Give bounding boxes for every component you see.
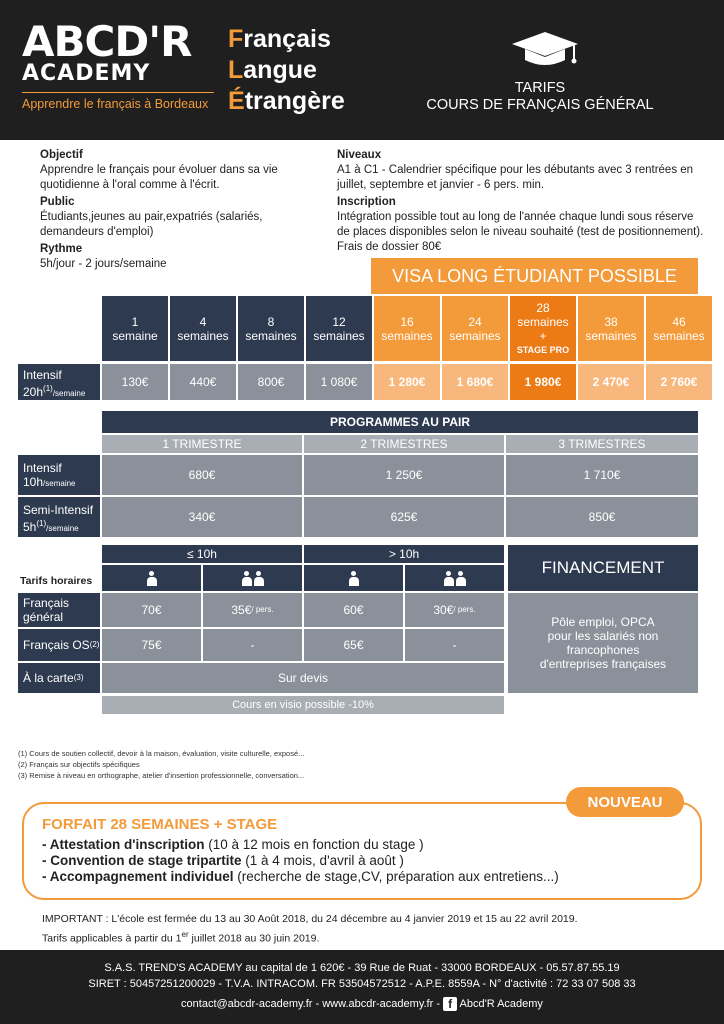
- fle-line-3: Étrangère: [228, 87, 345, 115]
- weeks-number: 16: [400, 314, 414, 329]
- aupair-term-3: 3 TRIMESTRES: [506, 435, 698, 453]
- tarifs-title: TARIFS COURS DE FRANÇAIS GÉNÉRAL: [426, 80, 654, 113]
- objectif-text: Apprendre le français pour évoluer dans sa vie quotidienne à l'oral comme à l'écrit.: [40, 164, 278, 191]
- two-persons-icon: [203, 565, 302, 591]
- intensif-col-header: [374, 296, 440, 361]
- weeks-unit: semaines: [517, 314, 569, 329]
- fle-line-2: Langue: [228, 56, 317, 84]
- forfait-item: - Accompagnement individuel (recherche de stage,CV, préparation aux entretiens...): [42, 869, 559, 884]
- footer: [0, 950, 724, 1024]
- visa-banner: VISA LONG ÉTUDIANT POSSIBLE: [371, 258, 698, 294]
- forfait-list: [42, 837, 682, 885]
- info-right: [337, 146, 707, 257]
- hourly-price: 30€ / pers.: [405, 593, 504, 627]
- aupair-price: 340€: [102, 497, 302, 537]
- footnote: (2) Français sur objectifs spécifiques: [18, 760, 140, 769]
- tarifs-horaires-title: Tarifs horaires: [20, 575, 93, 587]
- intensif-price: 2 760€: [646, 364, 712, 400]
- footnotes: [18, 748, 304, 781]
- fle-line-1: Français: [228, 25, 331, 53]
- public-title: Public: [40, 196, 75, 208]
- footer-line-2: SIRET : 50457251200029 - T.V.A. INTRACOM. FR 53504572512 - A.P.E. 8559A - N° d'activité : 72 33 07 508 33: [88, 978, 636, 990]
- weeks-number: 12: [332, 314, 346, 329]
- weeks-number: 46: [672, 314, 686, 329]
- aupair-price: 1 250€: [304, 455, 504, 495]
- forfait-title: FORFAIT 28 SEMAINES + STAGE: [42, 816, 278, 833]
- hourly-price: 65€: [304, 629, 403, 661]
- hourly-price: -: [405, 629, 504, 661]
- two-persons-icon: [405, 565, 504, 591]
- weeks-unit: semaine: [112, 328, 158, 343]
- gt-10h-header: > 10h: [304, 545, 504, 563]
- footer-line-1: S.A.S. TREND'S ACADEMY au capital de 1 620€ - 39 Rue de Ruat - 33000 BORDEAUX - 05.57.87.55.19: [104, 962, 620, 974]
- hourly-price: -: [203, 629, 302, 661]
- single-person-icon: [102, 565, 201, 591]
- sur-devis: Sur devis: [102, 663, 504, 693]
- footer-line-3: [0, 996, 724, 1012]
- intensif-price: 1 080€: [306, 364, 372, 400]
- weeks-unit: semaines: [449, 328, 501, 343]
- stage-pro-label: STAGE PRO: [516, 344, 570, 355]
- hourly-price: 70€: [102, 593, 201, 627]
- forfait-item: - Attestation d'inscription (10 à 12 mois en fonction du stage ): [42, 837, 424, 852]
- facebook-label[interactable]: Abcd'R Academy: [459, 998, 543, 1010]
- intensif-price: 440€: [170, 364, 236, 400]
- intensif-price: 130€: [102, 364, 168, 400]
- aupair-row-label-2: Semi-Intensif $5h^{(1)}$/semaine: [18, 497, 100, 537]
- intensif-col-header: [578, 296, 644, 361]
- visio-note: Cours en visio possible -10%: [102, 696, 504, 714]
- carte-row-label: À la carte (3): [18, 663, 100, 693]
- intensif-col-header: [646, 296, 712, 361]
- logo-tagline: Apprendre le français à Bordeaux: [22, 92, 214, 111]
- inscription-title: Inscription: [337, 196, 396, 208]
- aupair-price: 1 710€: [506, 455, 698, 495]
- weeks-number: 4: [199, 314, 207, 329]
- logo-top: ABCD'R: [22, 17, 192, 66]
- niveaux-title: Niveaux: [337, 149, 382, 161]
- aupair-price: 625€: [304, 497, 504, 537]
- single-person-icon: [304, 565, 403, 591]
- weeks-number: 38: [604, 314, 618, 329]
- intensif-price: 1 980€: [510, 364, 576, 400]
- rythme-title: Rythme: [40, 243, 83, 255]
- intensif-col-header: [442, 296, 508, 361]
- aupair-price: 850€: [506, 497, 698, 537]
- public-text: Étudiants,jeunes au pair,expatriés (salariés, demandeurs d'emploi): [40, 211, 263, 238]
- aupair-title: PROGRAMMES AU PAIR: [102, 411, 698, 433]
- financement-title: FINANCEMENT: [508, 545, 698, 591]
- aupair-term-2: 2 TRIMESTRES: [304, 435, 504, 453]
- weeks-unit: semaines: [313, 328, 365, 343]
- financement-text: Pôle emploi, OPCA pour les salariés non francophones d'entreprises françaises: [508, 593, 698, 693]
- intensif-row-label: Intensif $20h^{(1)}$/semaine: [18, 364, 100, 400]
- nouveau-badge: NOUVEAU: [566, 787, 684, 817]
- intensif-col-header: [510, 296, 576, 361]
- weeks-number: 28: [536, 300, 550, 315]
- facebook-icon[interactable]: f: [443, 997, 457, 1011]
- objectif-title: Objectif: [40, 149, 83, 161]
- footnote: (1) Cours de soutien collectif, devoir à la maison, évaluation, visite culturelle, exposé...: [18, 749, 305, 758]
- weeks-unit: semaines: [653, 328, 705, 343]
- intensif-price: 1 280€: [374, 364, 440, 400]
- header: [0, 0, 724, 140]
- fle-title: [228, 24, 345, 117]
- footnote: (3) Remise à niveau en orthographe, atelier d'insertion professionnelle, conversation...: [18, 771, 305, 780]
- le-10h-header: ≤ 10h: [102, 545, 302, 563]
- fg-row-label: Français général: [18, 593, 100, 627]
- aupair-term-1: 1 TRIMESTRE: [102, 435, 302, 453]
- weeks-unit: semaines: [381, 328, 433, 343]
- intensif-col-header: [306, 296, 372, 361]
- aupair-price: 680€: [102, 455, 302, 495]
- hourly-price: 35€ / pers.: [203, 593, 302, 627]
- intensif-col-header: [102, 296, 168, 361]
- logo-mid: ACADEMY: [22, 61, 151, 86]
- important-note: IMPORTANT : L'école est fermée du 13 au 30 Août 2018, du 24 décembre au 4 janvier 2019 et 15 au 22 avril 2019. Tarifs applicables à partir du 1er juillet 2018 au 30 juin 2019.: [42, 913, 578, 945]
- intensif-price: 2 470€: [578, 364, 644, 400]
- intensif-col-header: [238, 296, 304, 361]
- logo: [22, 17, 222, 111]
- weeks-extra: +: [539, 328, 547, 343]
- weeks-unit: semaines: [177, 328, 229, 343]
- weeks-number: 1: [131, 314, 139, 329]
- niveaux-text: A1 à C1 - Calendrier spécifique pour les débutants avec 3 rentrées en juillet, septembre et janvier - 6 pers. min.: [337, 164, 694, 191]
- weeks-unit: semaines: [585, 328, 637, 343]
- weeks-unit: semaines: [245, 328, 297, 343]
- hourly-price: 60€: [304, 593, 403, 627]
- intensif-col-header: [170, 296, 236, 361]
- weeks-number: 24: [468, 314, 482, 329]
- info-left: [40, 146, 325, 274]
- inscription-text: Intégration possible tout au long de l'année chaque lundi sous réserve de places disponibles selon le niveau souhaité (test de positionnement). Frais de dossier 80€: [337, 211, 704, 253]
- hourly-price: 75€: [102, 629, 201, 661]
- os-row-label: Français OS (2): [18, 629, 100, 661]
- graduation-cap-icon: [510, 30, 580, 70]
- contact-links[interactable]: contact@abcdr-academy.fr - www.abcdr-academy.fr -: [181, 998, 444, 1010]
- forfait-item: - Convention de stage tripartite (1 à 4 mois, d'avril à août ): [42, 853, 404, 868]
- intensif-price: 1 680€: [442, 364, 508, 400]
- weeks-number: 8: [267, 314, 275, 329]
- aupair-row-label-1: Intensif 10h/semaine: [18, 455, 100, 495]
- intensif-price: 800€: [238, 364, 304, 400]
- rythme-text: 5h/jour - 2 jours/semaine: [40, 258, 167, 270]
